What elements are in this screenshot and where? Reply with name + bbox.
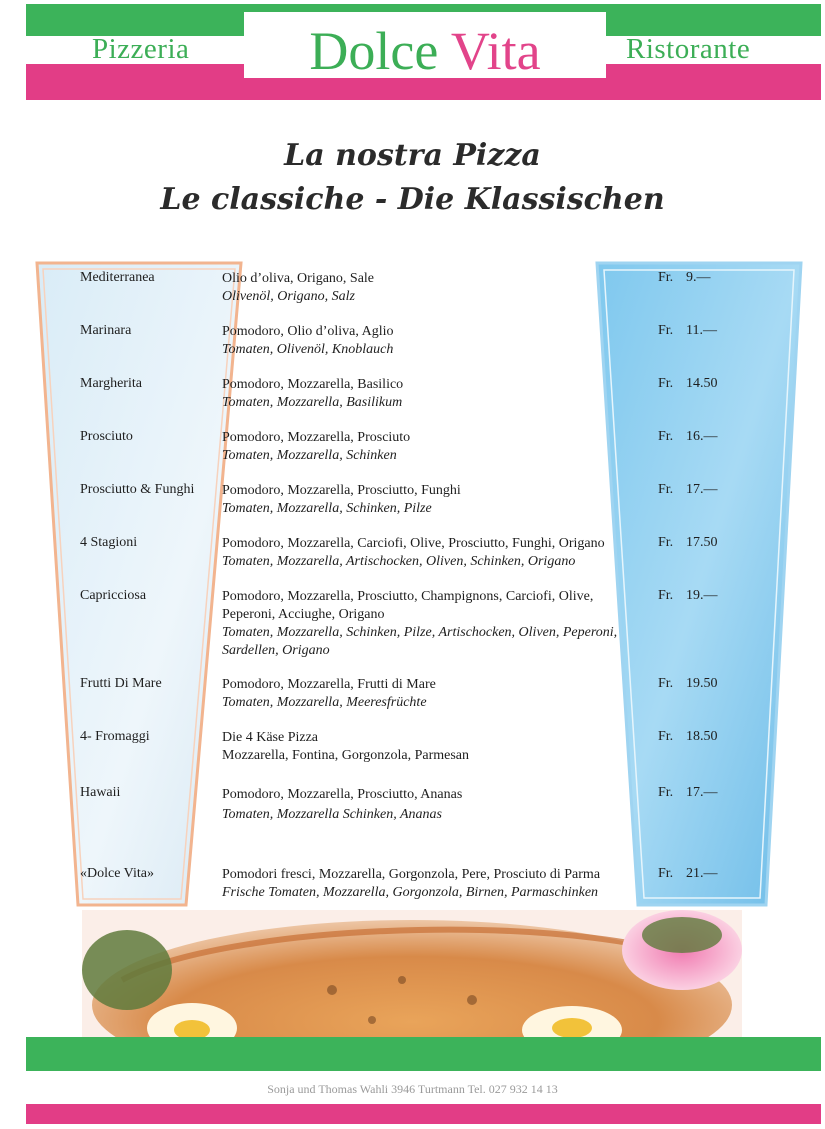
currency: Fr. [658,429,674,444]
currency: Fr. [658,785,674,800]
pizza-ingredients [222,588,632,660]
currency: Fr. [658,270,674,285]
pizza-price [658,376,718,392]
pizza-photo [82,910,742,1055]
currency: Fr. [658,376,674,391]
currency: Fr. [658,323,674,338]
currency: Fr. [658,482,674,497]
currency: Fr. [658,588,674,603]
pizza-name: Capricciosa [80,588,147,603]
pizza-ingredients [222,729,652,765]
pizza-price [658,429,718,445]
pizza-price [658,482,718,498]
pizza-price [658,676,718,692]
pizza-name: Marinara [80,323,132,338]
ingredients-german: Tomaten, Mozzarella, Basilikum [222,395,403,410]
pizza-name: Prosciuto [80,429,133,444]
price-value: 17.— [686,785,718,800]
price-value: 17.50 [686,535,718,550]
ingredients-italian: Olio d’oliva, Origano, Sale [222,271,375,286]
pizza-price [658,535,718,551]
pizza-name: Margherita [80,376,142,391]
pizza-ingredients [222,866,652,902]
ingredients-italian: Pomodoro, Olio d’oliva, Aglio [222,324,394,339]
pizza-price [658,785,718,801]
footer-green-band [26,1037,821,1071]
ingredients-italian: Pomodoro, Mozzarella, Prosciuto [222,430,411,445]
brand-pizzeria: Pizzeria [92,33,190,65]
brand-ristorante: Ristorante [626,33,751,65]
pizza-ingredients [222,676,652,712]
price-value: 17.— [686,482,718,497]
ingredients-german: Tomaten, Mozzarella, Schinken [222,448,397,463]
pizza-ingredients [222,323,652,359]
price-value: 19.— [686,588,718,603]
ingredients-german: Olivenöl, Origano, Salz [222,289,355,304]
footer-contact: Sonja und Thomas Wahli 3946 Turtmann Tel. 027 932 14 13 [267,1082,558,1096]
ingredients-german: Tomaten, Mozzarella Schinken, Ananas [222,807,442,822]
left-decor-panel [34,260,244,910]
pizza-ingredients [222,535,652,571]
price-value: 21.— [686,866,718,881]
pizza-name: Hawaii [80,785,121,800]
pizza-name: 4 Stagioni [80,535,138,550]
ingredients-german: Tomaten, Mozzarella, Artischocken, Oliven, Schinken, Origano [222,554,576,569]
ingredients-german: Tomaten, Olivenöl, Knoblauch [222,342,394,357]
pizza-name: Frutti Di Mare [80,676,162,691]
ingredients-german: Frische Tomaten, Mozzarella, Gorgonzola, Birnen, Parmaschinken [222,885,599,900]
currency: Fr. [658,729,674,744]
price-value: 9.— [686,270,711,285]
ingredients-italian: Pomodoro, Mozzarella, Frutti di Mare [222,677,436,692]
pizza-ingredients [222,270,652,306]
pizza-name: Prosciutto & Funghi [80,482,195,497]
ingredients-italian: Pomodoro, Mozzarella, Basilico [222,377,404,392]
menu-heading: La nostra Pizza [284,138,541,173]
ingredients-italian: Pomodoro, Mozzarella, Carciofi, Olive, Prosciutto, Funghi, Origano [222,536,605,551]
ingredients-german: Tomaten, Mozzarella, Schinken, Pilze [222,501,432,516]
ingredients-italian: Pomodori fresci, Mozzarella, Gorgonzola, Pere, Prosciuto di Parma [222,867,601,882]
pizza-name: Mediterranea [80,270,155,285]
pizza-name: «Dolce Vita» [80,866,154,881]
pizza-price [658,866,718,882]
pizza-ingredients [222,429,652,465]
ingredients-italian: Pomodoro, Mozzarella, Prosciutto, Champignons, Carciofi, Olive, Peperoni, Acciughe, Origano [222,589,594,622]
pizza-price [658,270,711,286]
pizza-price [658,729,718,745]
ingredients-italian: Pomodoro, Mozzarella, Prosciutto, Funghi [222,483,461,498]
brand-title-dolce: Dolce [309,21,439,81]
ingredients-german: Tomaten, Mozzarella, Schinken, Pilze, Artischocken, Oliven, Peperoni, Sardellen, Origano [222,625,618,658]
price-value: 16.— [686,429,718,444]
price-value: 19.50 [686,676,718,691]
price-value: 11.— [686,323,717,338]
currency: Fr. [658,535,674,550]
pizza-ingredients [222,785,652,825]
pizza-name: 4- Fromaggi [80,729,150,744]
ingredients-german: Tomaten, Mozzarella, Meeresfrüchte [222,695,427,710]
currency: Fr. [658,866,674,881]
currency: Fr. [658,676,674,691]
pizza-ingredients [222,482,652,518]
pizza-price [658,588,718,604]
footer-pink-band [26,1104,821,1124]
menu-subheading: Le classiche - Die Klassischen [160,182,665,217]
ingredients-line-1: Die 4 Käse Pizza [222,730,319,745]
brand-title [244,18,606,84]
price-value: 14.50 [686,376,718,391]
ingredients-italian: Pomodoro, Mozzarella, Prosciutto, Ananas [222,787,463,802]
pizza-ingredients [222,376,652,412]
ingredients-line-2: Mozzarella, Fontina, Gorgonzola, Parmesan [222,748,470,763]
pizza-price [658,323,717,339]
brand-title-vita: Vita [450,21,541,81]
price-value: 18.50 [686,729,718,744]
